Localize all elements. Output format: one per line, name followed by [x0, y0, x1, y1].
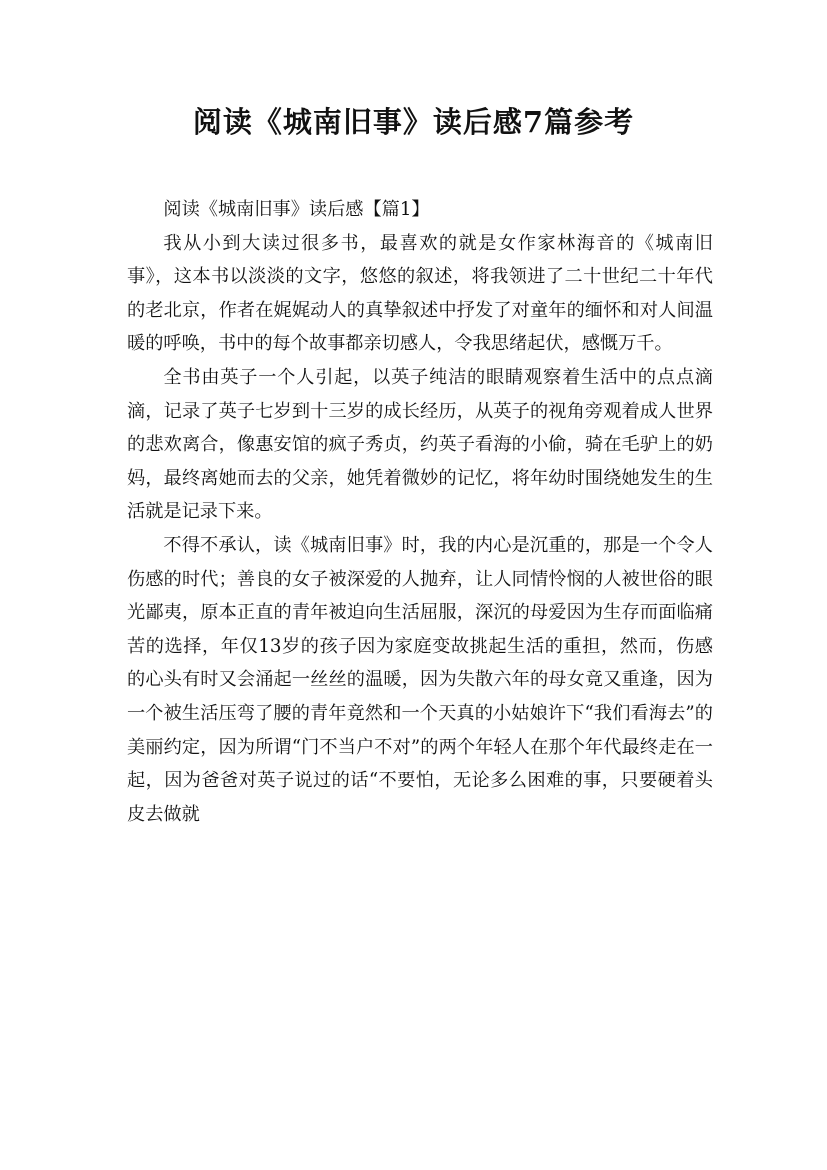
document-body: [127, 193, 713, 831]
paragraph-1: 我从小到大读过很多书，最喜欢的就是女作家林海音的《城南旧事》，这本书以淡淡的文字，悠悠的叙述，将我领进了二十世纪二十年代的老北京，作者在娓娓动人的真挚叙述中抒发了对童年的缅怀和对人间温暖的呼唤，书中的每个故事都亲切感人，令我思绪起伏，感慨万千。: [127, 232, 713, 355]
paragraph-2: 全书由英子一个人引起，以英子纯洁的眼睛观察着生活中的点点滴滴，记录了英子七岁到十三岁的成长经历，从英子的视角旁观着成人世界的悲欢离合，像惠安馆的疯子秀贞，约英子看海的小偷，骑在毛驴上的奶妈，最终离她而去的父亲，她凭着微妙的记忆，将年幼时围绕她发生的生活就是记录下来。: [127, 366, 713, 523]
document-title: 阅读《城南旧事》读后感7篇参考: [192, 105, 635, 139]
paragraph-3: 不得不承认，读《城南旧事》时，我的内心是沉重的，那是一个令人伤感的时代；善良的女子被深爱的人抛弃，让人同情怜悯的人被世俗的眼光鄙夷，原本正直的青年被迫向生活屈服，深沉的母爱因为生存而面临痛苦的选择，年仅13岁的孩子因为家庭变故挑起生活的重担，然而，伤感的心头有时又会涌起一丝丝的温暖，因为失散六年的母女竟又重逢，因为一个被生活压弯了腰的青年竟然和一个天真的小姑娘许下“我们看海去”的美丽约定，因为所谓“门不当户不对”的两个年轻人在那个年代最终走在一起，因为爸爸对英子说过的话“不要怕，无论多么困难的事，只要硬着头皮去做就: [127, 534, 713, 825]
section-heading: 阅读《城南旧事》读后感【篇1】: [163, 199, 430, 220]
